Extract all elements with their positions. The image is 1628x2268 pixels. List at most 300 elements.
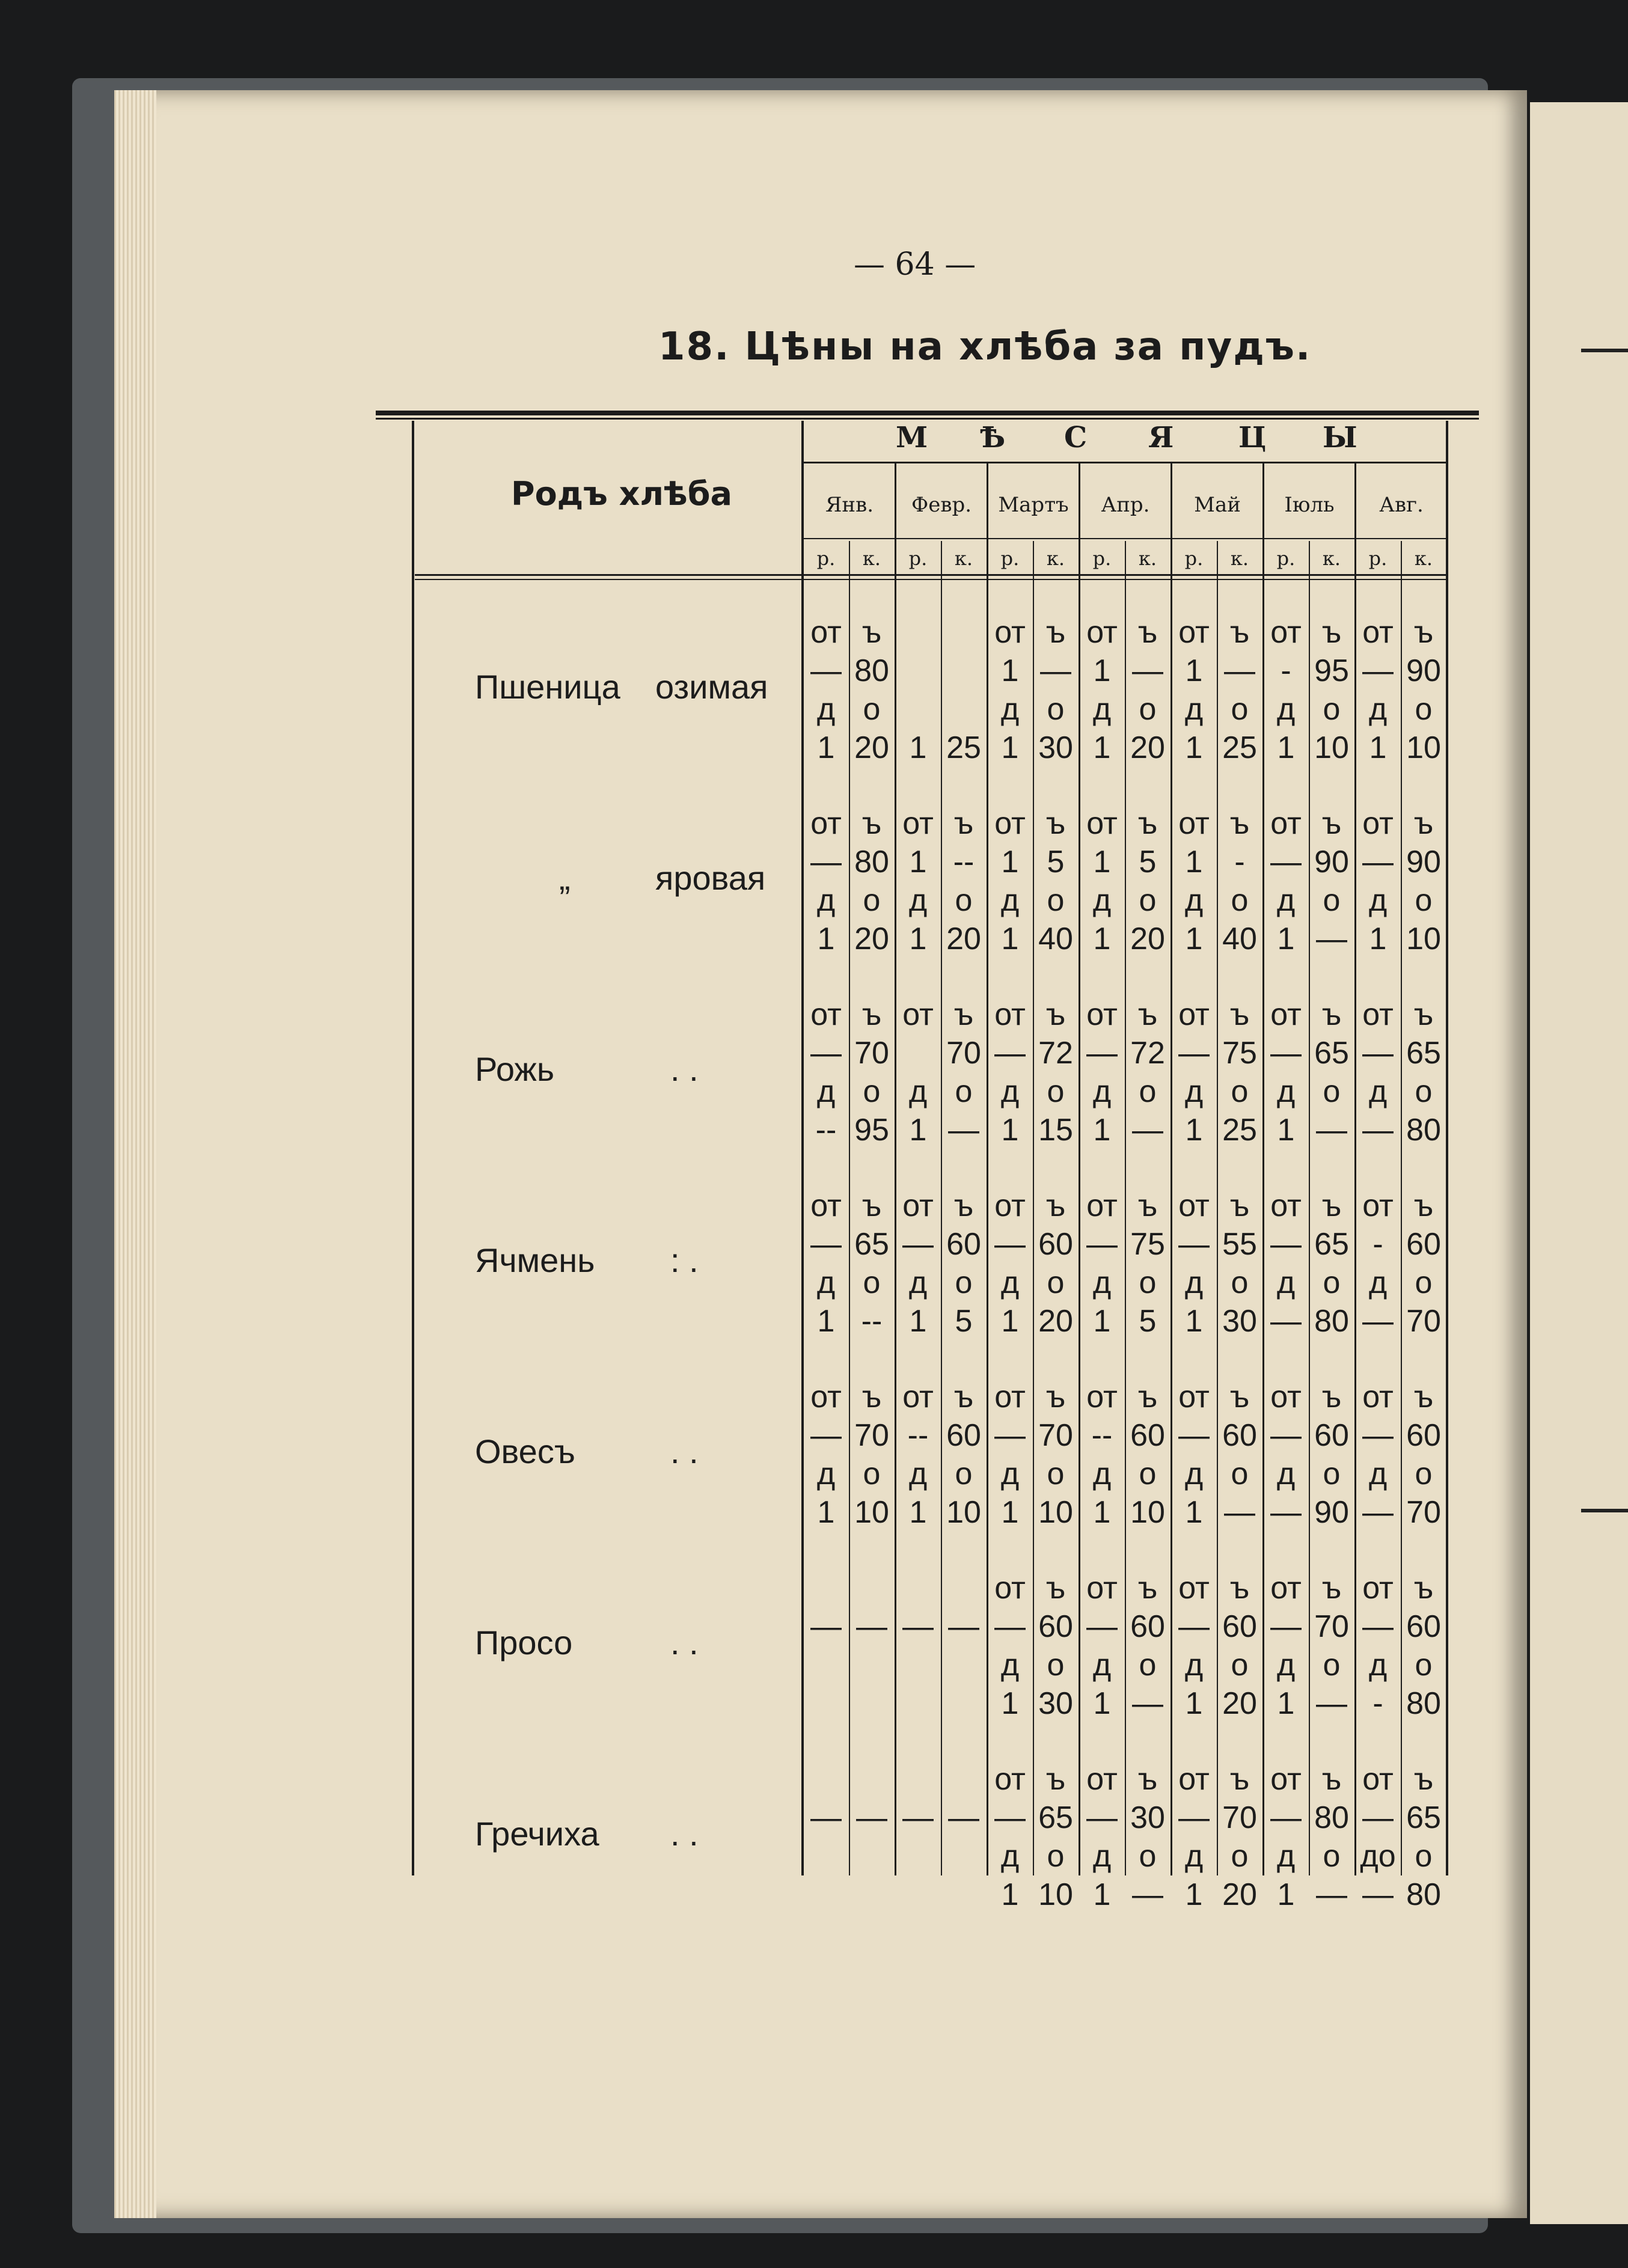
price-cell: 25 [1222, 1113, 1257, 1148]
price-cell: — [1178, 1227, 1210, 1262]
price-cell: 60 [1222, 1418, 1257, 1453]
price-cell: — [902, 1609, 934, 1644]
price-cell: 1 [1001, 845, 1019, 879]
price-cell: 30 [1130, 1800, 1165, 1835]
price-cell: 5 [955, 1304, 973, 1339]
price-cell: от [1086, 1188, 1118, 1223]
price-cell: 20 [1130, 730, 1165, 765]
price-cell: 5 [1139, 845, 1157, 879]
price-cell: — [994, 1227, 1026, 1262]
price-cell: о [863, 883, 881, 918]
price-cell: 20 [1130, 922, 1165, 956]
months-header-letter: Ц [1238, 421, 1267, 454]
price-cell: о [1415, 883, 1433, 918]
price-cell: 80 [1406, 1113, 1441, 1148]
price-cell: 20 [854, 922, 889, 956]
price-cell: ъ [1321, 1571, 1342, 1606]
price-cell: 72 [1038, 1036, 1073, 1071]
price-cell: 60 [1406, 1227, 1441, 1262]
price-cell: ъ [1413, 1762, 1434, 1797]
price-cell: ъ [861, 1188, 882, 1223]
price-cell: 65 [1038, 1800, 1073, 1835]
price-cell: -- [861, 1304, 883, 1339]
price-cell: 20 [854, 730, 889, 765]
price-cell: 10 [854, 1495, 889, 1530]
price-cell: от [1362, 1571, 1394, 1606]
price-cell: о [1415, 1839, 1433, 1874]
price-cell: ъ [1413, 1571, 1434, 1606]
price-cell: о [1323, 1265, 1341, 1300]
month-names-rule [803, 538, 1446, 539]
price-cell: 10 [1406, 730, 1441, 765]
price-cell: 1 [1001, 653, 1019, 688]
price-cell: ъ [953, 1380, 974, 1414]
unit-label: к. [1414, 547, 1433, 570]
price-cell: 1 [1185, 653, 1203, 688]
price-cell: — [1270, 1036, 1302, 1071]
price-cell: 1 [817, 730, 835, 765]
price-cell: ъ [1045, 1380, 1066, 1414]
price-cell: — [1270, 1800, 1302, 1835]
price-cell: д [1092, 692, 1112, 727]
price-cell: — [1362, 1036, 1394, 1071]
price-cell: ъ [1321, 1188, 1342, 1223]
price-cell: о [1139, 883, 1157, 918]
months-header-letter: С [1064, 421, 1088, 454]
price-cell: от [994, 1380, 1026, 1414]
price-cell: 40 [1038, 922, 1073, 956]
price-cell: о [1323, 1839, 1341, 1874]
price-cell: — [1362, 845, 1394, 879]
price-cell: о [1323, 883, 1341, 918]
price-cell: от [810, 1380, 842, 1414]
unit-label: р. [1000, 547, 1020, 570]
price-cell: 10 [1314, 730, 1349, 765]
price-cell: ъ [1137, 997, 1158, 1032]
unit-label: р. [1368, 547, 1388, 570]
price-cell: о [1139, 692, 1157, 727]
price-cell: — [1316, 1877, 1347, 1912]
price-cell: 60 [1038, 1227, 1073, 1262]
price-cell: 10 [1130, 1495, 1165, 1530]
header-bottom-rule-thin [415, 579, 1446, 580]
price-cell: 30 [1038, 1686, 1073, 1721]
row-label: Рожь [475, 1050, 555, 1088]
price-cell: о [1139, 1456, 1157, 1491]
price-cell: 90 [1406, 845, 1441, 879]
price-cell: о [1415, 1265, 1433, 1300]
price-cell: ъ [953, 1188, 974, 1223]
price-cell: - [1372, 1686, 1383, 1721]
top-rule-thin [376, 418, 1479, 420]
price-cell: — [994, 1418, 1026, 1453]
price-cell: ъ [1137, 615, 1158, 650]
price-cell: о [955, 883, 973, 918]
price-cell: от [1362, 615, 1394, 650]
price-cell: — [1316, 1686, 1347, 1721]
price-cell: 1 [1185, 845, 1203, 879]
price-cell: о [1323, 692, 1341, 727]
price-cell: 65 [1314, 1227, 1349, 1262]
price-cell: ъ [1413, 615, 1434, 650]
price-cell: 90 [1314, 845, 1349, 879]
price-cell: 1 [909, 922, 927, 956]
price-cell: д [1276, 1074, 1296, 1109]
price-cell: 1 [1001, 730, 1019, 765]
price-cell: ъ [1045, 806, 1066, 841]
row-label: Пшеница [475, 668, 620, 706]
unit-label: р. [1184, 547, 1204, 570]
price-cell: — [1316, 1113, 1347, 1148]
price-cell: 20 [946, 922, 981, 956]
price-cell: от [1270, 1380, 1302, 1414]
price-cell: д [908, 883, 928, 918]
price-cell: 80 [854, 845, 889, 879]
price-cell: о [1231, 1456, 1249, 1491]
price-cell: 65 [854, 1227, 889, 1262]
next-page-edge [1530, 102, 1628, 2224]
price-cell: — [1270, 845, 1302, 879]
price-cell: ъ [1321, 806, 1342, 841]
price-cell: — [948, 1800, 979, 1835]
price-cell: от [1270, 615, 1302, 650]
price-cell: — [1270, 1418, 1302, 1453]
month-label: Іюль [1284, 493, 1335, 517]
price-cell: — [994, 1609, 1026, 1644]
unit-label: к. [1322, 547, 1341, 570]
price-cell: 1 [1277, 730, 1295, 765]
price-cell: о [1231, 1265, 1249, 1300]
price-cell: 25 [1222, 730, 1257, 765]
price-cell: 30 [1222, 1304, 1257, 1339]
row-label-suffix: озимая [655, 668, 768, 706]
price-cell: д [1000, 1839, 1020, 1874]
price-cell: о [1231, 692, 1249, 727]
price-cell: от [994, 1762, 1026, 1797]
price-cell: — [856, 1609, 887, 1644]
unit-label: р. [908, 547, 928, 570]
price-cell: д [1092, 1648, 1112, 1683]
price-cell: о [1139, 1265, 1157, 1300]
price-cell: о [1231, 1839, 1249, 1874]
price-cell: о [1323, 1648, 1341, 1683]
row-label-suffix: . . [670, 1432, 699, 1470]
months-header-letter: Я [1148, 421, 1174, 454]
price-cell: от [1270, 1571, 1302, 1606]
price-cell: д [908, 1265, 928, 1300]
price-cell: о [1415, 1648, 1433, 1683]
price-cell: о [955, 1456, 973, 1491]
price-cell: д [1368, 1074, 1388, 1109]
price-cell: — [1270, 1227, 1302, 1262]
price-cell: ъ [1137, 1188, 1158, 1223]
price-cell: — [1086, 1800, 1118, 1835]
price-cell: 1 [1093, 1304, 1111, 1339]
price-cell: 20 [1038, 1304, 1073, 1339]
price-cell: д [1184, 1074, 1204, 1109]
price-cell: д [816, 692, 836, 727]
price-cell: — [1132, 1686, 1163, 1721]
price-cell: 10 [946, 1495, 981, 1530]
price-cell: д [816, 1074, 836, 1109]
price-cell: от [1086, 997, 1118, 1032]
price-cell: 70 [854, 1418, 889, 1453]
price-cell: д [1184, 1648, 1204, 1683]
price-cell: о [1415, 692, 1433, 727]
price-cell: 40 [1222, 922, 1257, 956]
price-cell: от [810, 997, 842, 1032]
price-cell: ъ [1137, 1762, 1158, 1797]
unit-label: р. [1276, 547, 1296, 570]
price-cell: - [1372, 1227, 1383, 1262]
price-cell: о [1415, 1074, 1433, 1109]
price-cell: от [1270, 1188, 1302, 1223]
price-cell: 1 [1001, 1686, 1019, 1721]
price-cell: д [1276, 692, 1296, 727]
price-cell: 60 [946, 1418, 981, 1453]
price-cell: д [1368, 1265, 1388, 1300]
price-cell: 65 [1314, 1036, 1349, 1071]
price-cell: — [1362, 1495, 1394, 1530]
price-cell: — [948, 1609, 979, 1644]
price-cell: — [1132, 1877, 1163, 1912]
price-cell: - [1281, 653, 1291, 688]
price-cell: 1 [1001, 922, 1019, 956]
price-cell: 72 [1130, 1036, 1165, 1071]
price-cell: ъ [953, 997, 974, 1032]
price-cell: — [810, 1036, 842, 1071]
price-cell: от [1362, 806, 1394, 841]
row-header: Родъ хлѣба [511, 475, 732, 513]
price-cell: от [902, 1380, 934, 1414]
price-cell: 10 [1038, 1495, 1073, 1530]
price-cell: 1 [1093, 922, 1111, 956]
price-cell: — [948, 1113, 979, 1148]
price-cell: ъ [1045, 1571, 1066, 1606]
price-cell: -- [815, 1113, 837, 1148]
price-cell: от [1362, 1188, 1394, 1223]
price-cell: — [1362, 1877, 1394, 1912]
price-cell: 65 [1406, 1800, 1441, 1835]
price-cell: ъ [1229, 806, 1250, 841]
price-cell: д [1092, 1456, 1112, 1491]
price-cell: 60 [1314, 1418, 1349, 1453]
price-cell: д [1368, 1456, 1388, 1491]
price-cell: 60 [946, 1227, 981, 1262]
price-cell: — [1178, 1036, 1210, 1071]
price-cell: д [1184, 1839, 1204, 1874]
price-cell: д [908, 1074, 928, 1109]
price-cell: от [1086, 806, 1118, 841]
price-cell: 20 [1222, 1686, 1257, 1721]
price-cell: от [994, 1188, 1026, 1223]
price-cell: — [1362, 1609, 1394, 1644]
price-cell: д [1276, 1456, 1296, 1491]
price-cell: — [810, 1418, 842, 1453]
price-cell: д [1276, 1648, 1296, 1683]
price-cell: 60 [1130, 1418, 1165, 1453]
price-cell: д [1276, 1265, 1296, 1300]
unit-label: к. [1230, 547, 1249, 570]
price-cell: ъ [861, 1380, 882, 1414]
price-cell: 1 [1185, 1877, 1203, 1912]
price-cell: от [1178, 615, 1210, 650]
price-cell: от [1178, 997, 1210, 1032]
price-cell: ъ [1321, 615, 1342, 650]
price-cell: ъ [1137, 1380, 1158, 1414]
price-cell: -- [1091, 1418, 1113, 1453]
price-cell: от [810, 1188, 842, 1223]
price-cell: о [1231, 1648, 1249, 1683]
price-cell: ъ [861, 997, 882, 1032]
price-cell: — [1362, 1418, 1394, 1453]
price-cell: ъ [1321, 1762, 1342, 1797]
price-cell: 70 [946, 1036, 981, 1071]
price-cell: 1 [817, 1304, 835, 1339]
price-cell: ъ [1045, 997, 1066, 1032]
price-cell: 70 [1314, 1609, 1349, 1644]
price-cell: ъ [1137, 1571, 1158, 1606]
price-cell: 1 [909, 1304, 927, 1339]
price-cell: 70 [854, 1036, 889, 1071]
price-cell: о [1047, 883, 1065, 918]
price-cell: 70 [1038, 1418, 1073, 1453]
price-cell: от [1178, 1380, 1210, 1414]
price-cell: ъ [1413, 806, 1434, 841]
price-cell: 60 [1406, 1418, 1441, 1453]
price-cell: 1 [1277, 1877, 1295, 1912]
price-cell: -- [953, 845, 975, 879]
price-cell: от [902, 1188, 934, 1223]
price-cell: — [810, 653, 842, 688]
price-cell: 1 [1277, 922, 1295, 956]
price-cell: от [1086, 1571, 1118, 1606]
left-border [412, 421, 414, 1875]
price-cell: о [1415, 1456, 1433, 1491]
price-cell: 65 [1406, 1036, 1441, 1071]
price-cell: 1 [1369, 922, 1387, 956]
price-cell: ъ [1229, 1188, 1250, 1223]
price-cell: ъ [1229, 997, 1250, 1032]
price-cell: 1 [817, 1495, 835, 1530]
row-label-suffix: : . [670, 1241, 699, 1279]
row-label-suffix: . . [670, 1624, 699, 1661]
price-cell: 25 [946, 730, 981, 765]
price-cell: от [994, 615, 1026, 650]
price-cell: 75 [1222, 1036, 1257, 1071]
price-cell: д [1000, 1648, 1020, 1683]
price-cell: — [1316, 922, 1347, 956]
price-cell: — [1362, 1113, 1394, 1148]
price-cell: — [1086, 1609, 1118, 1644]
price-cell: — [1178, 1418, 1210, 1453]
row-label: Овесъ [475, 1432, 575, 1470]
price-cell: о [863, 692, 881, 727]
price-cell: — [902, 1800, 934, 1835]
price-cell: 80 [1406, 1686, 1441, 1721]
label-divider [801, 421, 804, 1875]
unit-label: к. [1138, 547, 1157, 570]
price-cell: — [1178, 1800, 1210, 1835]
price-cell: о [955, 1265, 973, 1300]
price-cell: 80 [1314, 1800, 1349, 1835]
price-cell: 1 [1185, 1304, 1203, 1339]
price-cell: 1 [1185, 1113, 1203, 1148]
price-cell: д [816, 1265, 836, 1300]
row-label: Просо [475, 1624, 573, 1661]
price-cell: 1 [1185, 1686, 1203, 1721]
row-label: Ячмень [475, 1241, 595, 1279]
price-cell: д [1184, 692, 1204, 727]
price-cell: от [1086, 1380, 1118, 1414]
price-cell: — [1178, 1609, 1210, 1644]
price-cell: 60 [1406, 1609, 1441, 1644]
price-cell: 60 [1130, 1609, 1165, 1644]
month-label: Авг. [1379, 493, 1424, 517]
price-cell: о [1047, 1839, 1065, 1874]
page-number: — 64 — [854, 246, 976, 283]
price-cell: 15 [1038, 1113, 1073, 1148]
price-cell: 55 [1222, 1227, 1257, 1262]
row-label-suffix: яровая [655, 859, 766, 897]
price-cell: 1 [1185, 1495, 1203, 1530]
price-cell: от [1178, 1762, 1210, 1797]
row-label: „ [559, 859, 571, 897]
price-cell: — [1086, 1036, 1118, 1071]
price-cell: 1 [1001, 1495, 1019, 1530]
price-cell: о [1323, 1074, 1341, 1109]
price-cell: д [1276, 883, 1296, 918]
price-cell: 1 [1001, 1113, 1019, 1148]
price-cell: ъ [1229, 615, 1250, 650]
month-label: Янв. [825, 493, 874, 517]
price-cell: 1 [909, 845, 927, 879]
price-cell: 1 [1093, 1113, 1111, 1148]
price-cell: — [1086, 1227, 1118, 1262]
price-cell: ъ [1413, 1380, 1434, 1414]
price-cell: — [994, 1036, 1026, 1071]
price-cell: д [1368, 692, 1388, 727]
price-cell: д [1092, 1265, 1112, 1300]
price-cell: д [1000, 1074, 1020, 1109]
price-cell: 1 [1277, 1113, 1295, 1148]
price-cell: — [1132, 653, 1163, 688]
price-cell: 1 [1001, 1877, 1019, 1912]
price-cell: 10 [1406, 922, 1441, 956]
price-cell: д [1000, 883, 1020, 918]
price-cell: — [1040, 653, 1071, 688]
month-label: Мартъ [998, 493, 1069, 517]
price-cell: д [1184, 1265, 1204, 1300]
price-cell: 70 [1406, 1304, 1441, 1339]
row-label-suffix: . . [670, 1050, 699, 1088]
price-cell: д [1184, 1456, 1204, 1491]
price-cell: 1 [1369, 730, 1387, 765]
price-cell: от [1362, 997, 1394, 1032]
price-cell: ъ [1137, 806, 1158, 841]
price-cell: — [1362, 1304, 1394, 1339]
price-cell: о [1231, 883, 1249, 918]
price-cell: д [1000, 1265, 1020, 1300]
price-cell: 1 [1185, 730, 1203, 765]
price-cell: — [1270, 1304, 1302, 1339]
unit-label: р. [816, 547, 836, 570]
price-cell: — [902, 1227, 934, 1262]
price-cell: от [1270, 997, 1302, 1032]
price-cell: 90 [1406, 653, 1441, 688]
price-cell: — [1132, 1113, 1163, 1148]
price-cell: 5 [1047, 845, 1065, 879]
